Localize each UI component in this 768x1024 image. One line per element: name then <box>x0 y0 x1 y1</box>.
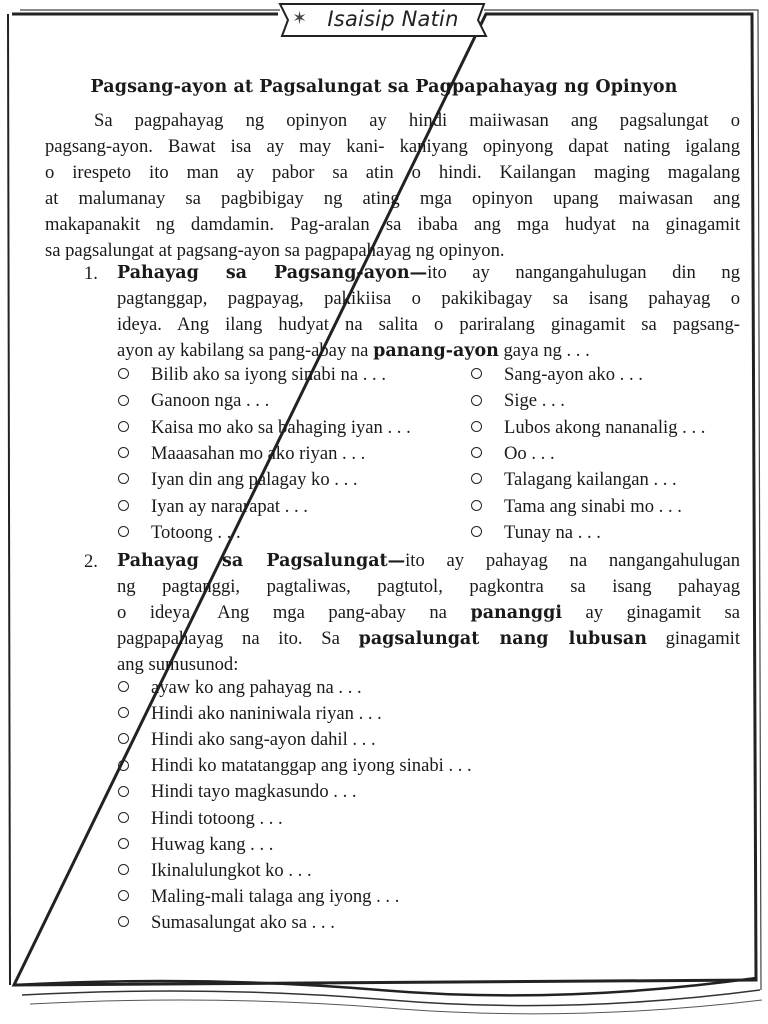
list-item-text: Tama ang sinabi mo . . . <box>504 495 682 517</box>
star-icon: ✶ <box>292 8 308 28</box>
circle-bullet-icon <box>118 395 129 406</box>
list-item <box>118 884 399 910</box>
list-item-text: Sang-ayon ako . . . <box>504 364 643 385</box>
list-item-text: Kaisa mo ako sa bahaging iyan . . . <box>151 416 411 438</box>
circle-bullet-icon <box>118 786 129 797</box>
list-item-text: Oo . . . <box>504 442 555 464</box>
circle-bullet-icon <box>118 473 129 484</box>
list-item <box>118 858 312 884</box>
list-item <box>118 362 386 388</box>
pagsalungat-term: pagsalungat nang lubusan <box>358 629 647 649</box>
circle-bullet-icon <box>118 864 129 875</box>
circle-bullet-icon <box>118 916 129 927</box>
section2-line: ang sumusunod: <box>117 654 239 675</box>
list-item-text: Hindi tayo magkasundo . . . <box>151 781 357 803</box>
section1-number: 1. <box>84 263 98 284</box>
circle-bullet-icon <box>118 890 129 901</box>
circle-bullet-icon <box>118 760 129 771</box>
circle-bullet-icon <box>118 838 129 849</box>
section2-heading: Pahayag sa Pagsalungat <box>117 551 388 571</box>
list-item-text: Ikinalulungkot ko . . . <box>151 859 312 881</box>
list-item-text: Lubos akong nananalig . . . <box>504 416 706 438</box>
list-item <box>118 701 382 727</box>
list-item <box>118 753 472 779</box>
circle-bullet-icon <box>118 733 129 744</box>
pananggi-term: pananggi <box>470 603 562 623</box>
list-item-text: Ganoon nga . . . <box>151 390 270 412</box>
circle-bullet-icon <box>118 447 129 458</box>
section1-line: ideya. Ang ilang hudyat na salita o pariralang ginagamit sa pagsang- <box>117 314 740 335</box>
list-item-text: Hindi ko matatanggap ang iyong sinabi . . . <box>151 755 472 777</box>
list-item <box>118 441 365 467</box>
intro-line: pagsang-ayon. Bawat isa ay may kani- kaniyang opinyong dapat nating igalang <box>45 136 740 157</box>
section2-line: ng pagtanggi, pagtaliwas, pagtutol, pagkontra sa isang pahayag <box>117 576 740 597</box>
list-item <box>118 779 357 805</box>
list-item-text: ayaw ko ang pahayag na . . . <box>151 677 362 698</box>
panang-ayon-term: panang-ayon <box>373 341 499 361</box>
list-item <box>118 727 376 753</box>
intro-line: at malumanay sa pagbibigay ng ating mga opinyon upang maiwasan ang <box>45 188 740 209</box>
list-item <box>118 520 241 546</box>
list-item-text: Huwag kang . . . <box>151 833 274 855</box>
list-item <box>471 494 682 520</box>
circle-bullet-icon <box>118 812 129 823</box>
list-item <box>118 806 283 832</box>
list-item-text: Sumasalungat ako sa . . . <box>151 911 335 933</box>
circle-bullet-icon <box>471 421 482 432</box>
circle-bullet-icon <box>471 500 482 511</box>
list-item <box>118 388 269 414</box>
circle-bullet-icon <box>118 421 129 432</box>
intro-line: o irespeto ito man ay pabor sa atin o hindi. Kailangan maging magalang <box>45 162 740 183</box>
intro-line: makapanakit ng damdamin. Pag-aralan sa ibaba ang mga hudyat na ginagamit <box>45 214 740 235</box>
circle-bullet-icon <box>118 707 129 718</box>
section1-line: pagtanggap, pagpayag, pakikiisa o pakikibagay sa isang pahayag o <box>117 288 740 309</box>
list-item-text: Totoong . . . <box>151 521 241 543</box>
circle-bullet-icon <box>118 500 129 511</box>
circle-bullet-icon <box>118 368 129 379</box>
section1-text: Pahayag sa Pagsang-ayon—ito ay nangangahulugan din ng pagtanggap, pagpayag, pakikiisa o pakikibagay sa isang pahayag o ideya. Ang ilang hudyat na salita o pariralang ginagamit sa pagsang- ayon ay kabilang sa pang-abay na panang-ayon gaya ng . . . <box>117 262 740 361</box>
list-item-text: Tunay na . . . <box>504 521 601 543</box>
list-item-text: Talagang kailangan . . . <box>504 469 677 491</box>
circle-bullet-icon <box>471 526 482 537</box>
list-item-text: Hindi ako sang-ayon dahil . . . <box>151 729 376 751</box>
intro-paragraph <box>45 108 740 264</box>
section1-heading: Pahayag sa Pagsang-ayon <box>117 263 410 283</box>
list-item-text: Iyan din ang palagay ko . . . <box>151 469 358 491</box>
section2-number: 2. <box>84 551 98 572</box>
list-item-text: Hindi ako naniniwala riyan . . . <box>151 703 382 725</box>
list-item <box>471 441 555 467</box>
list-item <box>471 467 677 493</box>
circle-bullet-icon <box>471 447 482 458</box>
circle-bullet-icon <box>471 395 482 406</box>
list-item-text: Maling-mali talaga ang iyong . . . <box>151 885 400 907</box>
list-item-text: Bilib ako sa iyong sinabi na . . . <box>151 364 386 385</box>
list-item <box>118 467 358 493</box>
list-item-text: Hindi totoong . . . <box>151 807 283 829</box>
list-item <box>471 362 643 388</box>
intro-line: Sa pagpahayag ng opinyon ay hindi maiiwasan ang pagsalungat o <box>94 110 740 131</box>
badge-label: Isaisip Natin <box>327 7 459 31</box>
list-item-text: Maaasahan mo ako riyan . . . <box>151 442 366 464</box>
intro-line: sa pagsalungat at pagsang-ayon sa pagpapahayag ng opinyon. <box>45 240 505 261</box>
list-item <box>118 675 362 701</box>
circle-bullet-icon <box>118 526 129 537</box>
list-item <box>471 520 601 546</box>
list-item-text: Sige . . . <box>504 390 565 412</box>
section-badge <box>278 2 486 36</box>
list-item-text: Iyan ay nararapat . . . <box>151 495 308 517</box>
list-item <box>118 494 308 520</box>
list-item <box>471 415 705 441</box>
list-item <box>471 388 565 414</box>
list-item <box>118 832 273 858</box>
page-title: Pagsang-ayon at Pagsalungat sa Pagpapahayag ng Opinyon <box>90 77 678 97</box>
circle-bullet-icon <box>471 473 482 484</box>
list-item <box>118 910 335 936</box>
circle-bullet-icon <box>118 681 129 692</box>
list-item <box>118 415 411 441</box>
section2-text: Pahayag sa Pagsalungat—ito ay pahayag na nangangahulugan ng pagtanggi, pagtaliwas, pagtutol, pagkontra sa isang pahayag o ideya. Ang mga pang-abay na pananggi ay ginagamit sa pagpapahayag na ito. Sa pagsalungat nang lubusan ginagamit ang sumusunod: <box>117 548 740 678</box>
circle-bullet-icon <box>471 368 482 379</box>
